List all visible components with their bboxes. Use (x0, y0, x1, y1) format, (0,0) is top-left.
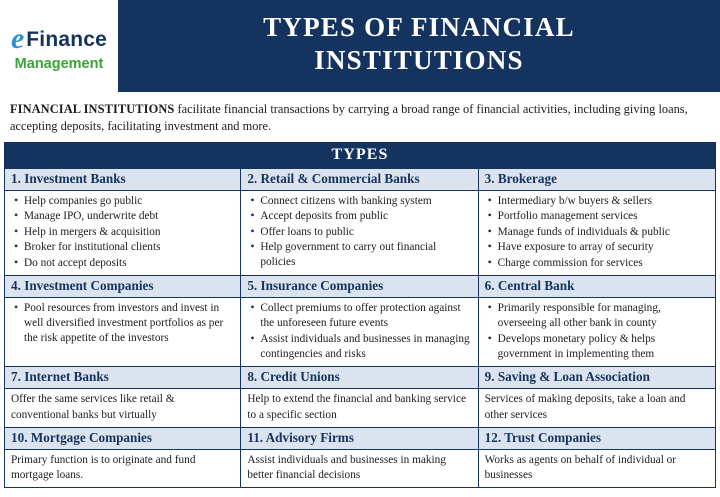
list-item: • Have exposure to array of security (498, 240, 709, 255)
type-card-trust-companies (479, 428, 716, 489)
card-title: 4. Investment Companies (5, 276, 240, 298)
types-section-banner: TYPES (4, 142, 716, 169)
card-title: 7. Internet Banks (5, 367, 240, 389)
header-banner (0, 0, 720, 92)
type-card-advisory-firms (241, 428, 478, 489)
card-title: 1. Investment Banks (5, 169, 240, 191)
card-text: Primary function is to originate and fund mortgage loans. (11, 453, 196, 482)
page-title (118, 0, 720, 92)
list-item: • Develops monetary policy & helps government in implementing them (498, 332, 709, 362)
list-item: • Portfolio management services (498, 209, 709, 224)
list-item: • Primarily responsible for managing, overseeing all other bank in county (498, 301, 709, 331)
card-text: Assist individuals and businesses in making better financial decisions (247, 453, 446, 482)
card-title: 11. Advisory Firms (241, 428, 477, 450)
card-title: 8. Credit Unions (241, 367, 477, 389)
list-item: • Broker for institutional clients (24, 240, 234, 255)
intro-lead-term: FINANCIAL INSTITUTIONS (10, 102, 175, 116)
intro-paragraph (0, 92, 720, 142)
card-title: 12. Trust Companies (479, 428, 715, 450)
card-bullet-list (11, 194, 234, 271)
list-item: • Manage funds of individuals & public (498, 225, 709, 240)
page-title-line-2: INSTITUTIONS (314, 45, 524, 75)
card-title: 5. Insurance Companies (241, 276, 477, 298)
list-item: • Collect premiums to offer protection against the unforeseen future events (260, 301, 471, 331)
logo-management-text: Management (14, 56, 104, 73)
type-card-insurance-companies (241, 276, 478, 367)
list-item: • Assist individuals and businesses in managing contingencies and risks (260, 332, 471, 362)
list-item: • Charge commission for services (498, 256, 709, 271)
list-item: • Pool resources from investors and invest in well diversified investment portfolios as per the risk appetite of the investors (24, 301, 234, 346)
card-body (5, 450, 240, 488)
logo-top-row (0, 24, 118, 54)
card-body (5, 191, 240, 276)
card-title: 6. Central Bank (479, 276, 715, 298)
list-item: • Manage IPO, underwrite debt (24, 209, 234, 224)
type-card-saving-loan-association (479, 367, 716, 428)
card-text: Help to extend the financial and banking service to a specific section (247, 393, 466, 421)
card-bullet-list (485, 301, 709, 362)
type-card-investment-banks (4, 169, 241, 277)
card-title: 10. Mortgage Companies (5, 428, 240, 450)
card-body (241, 191, 477, 276)
card-body (5, 298, 240, 366)
card-body (5, 389, 240, 427)
list-item: • Help in mergers & acquisition (24, 225, 234, 240)
card-body (241, 298, 477, 366)
card-text: Works as agents on behalf of individual or businesses (484, 453, 677, 482)
list-item: • Accept deposits from public (260, 209, 471, 224)
type-card-retail-commercial-banks (241, 169, 478, 277)
institution-types-grid (4, 169, 716, 489)
card-bullet-list (11, 301, 234, 346)
card-body (479, 389, 715, 427)
list-item: • Connect citizens with banking system (260, 194, 471, 209)
page-title-line-1: TYPES OF FINANCIAL (263, 12, 575, 43)
card-bullet-list (485, 194, 709, 271)
card-bullet-list (247, 194, 471, 271)
card-body (479, 298, 715, 366)
type-card-investment-companies (4, 276, 241, 367)
type-card-brokerage (479, 169, 716, 277)
list-item: • Offer loans to public (260, 225, 471, 240)
list-item: • Help companies go public (24, 194, 234, 209)
card-text: Services of making deposits, take a loan and other services (484, 393, 686, 421)
list-item: • Do not accept deposits (24, 256, 234, 271)
card-body (241, 450, 477, 488)
card-title: 3. Brokerage (479, 169, 715, 191)
type-card-internet-banks (4, 367, 241, 428)
card-body (479, 450, 715, 488)
intro-body-text: facilitate financial transactions by carrying a broad range of financial activities, including giving loans, accepting deposits, facilitating investment and more. (10, 102, 688, 133)
brand-logo (0, 0, 118, 92)
type-card-mortgage-companies (4, 428, 241, 489)
type-card-central-bank (479, 276, 716, 367)
card-body (241, 389, 477, 427)
card-body (479, 191, 715, 276)
logo-finance-text: Finance (26, 27, 108, 51)
card-bullet-list (247, 301, 471, 362)
list-item: • Intermediary b/w buyers & sellers (498, 194, 709, 209)
list-item: • Help government to carry out financial policies (260, 240, 471, 270)
type-card-credit-unions (241, 367, 478, 428)
card-title: 9. Saving & Loan Association (479, 367, 715, 389)
card-title: 2. Retail & Commercial Banks (241, 169, 477, 191)
logo-e-mark: e (10, 22, 25, 56)
card-text: Offer the same services like retail & conventional banks but virtually (11, 393, 175, 421)
